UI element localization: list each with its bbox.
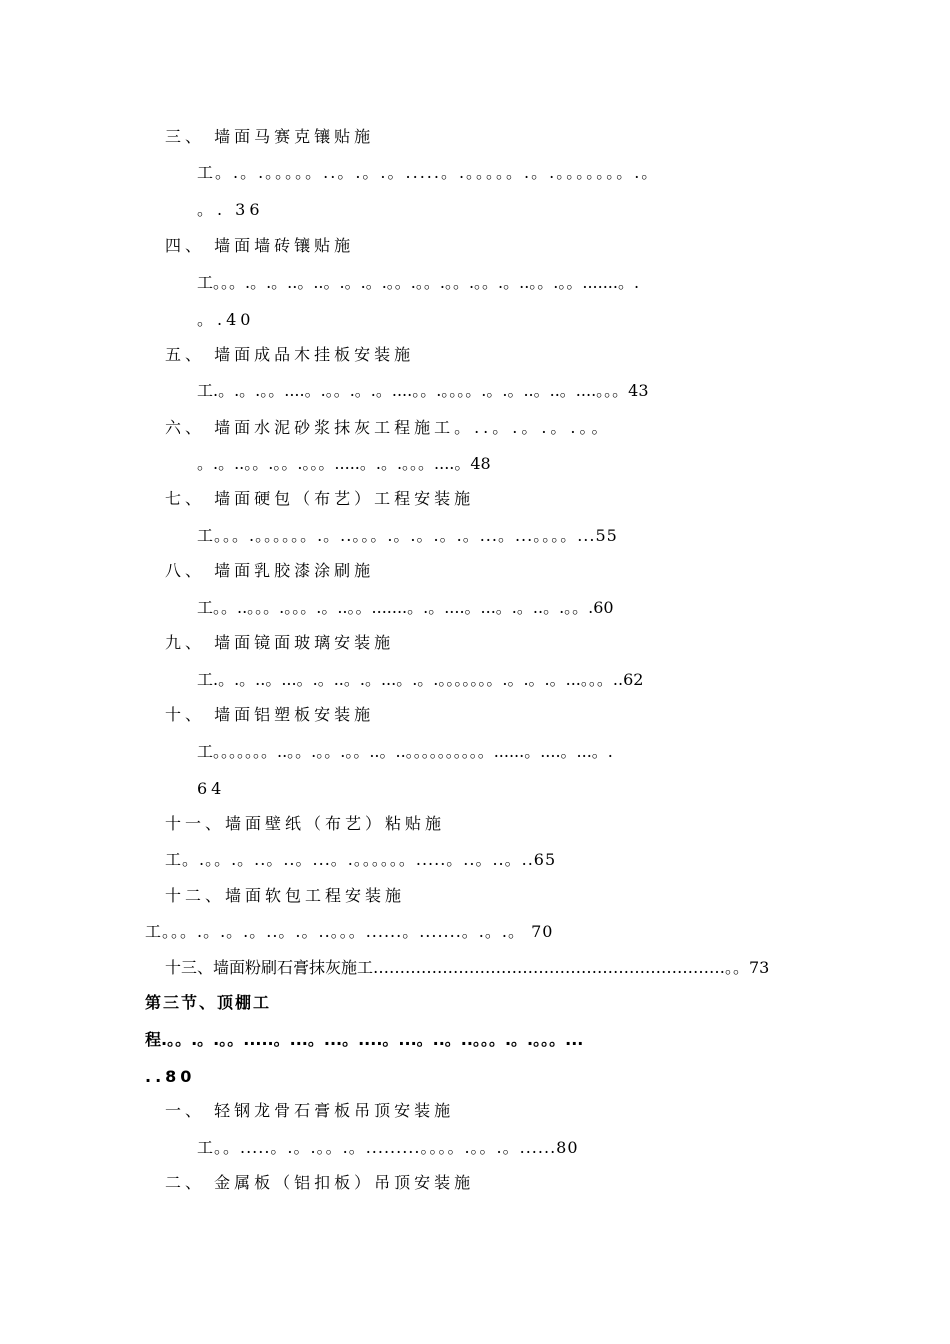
toc-line-6: 六、 墙面水泥砂浆抹灰工程施工。..。.。.。.。。 [165, 418, 612, 437]
toc-ceiling-2: 二、 金属板（铝扣板）吊顶安装施 [165, 1173, 475, 1192]
toc-line-4: 四、 墙面墙砖镶贴施 [165, 236, 355, 255]
toc-line-3-leader: 工。.。.。。。。。..。.。.。.....。.。。。。。.。.。。。。。。。.。 [197, 163, 660, 182]
toc-ceiling-1: 一、 轻钢龙骨石膏板吊顶安装施 [165, 1101, 455, 1120]
toc-line-13: 十三、墙面粉刷石膏抹灰施工…………………………………………………………。。73 [165, 958, 770, 977]
toc-ceiling-1-leader: 工。。.....。.。.。。.。.........。。。。.。。.。......80 [197, 1138, 579, 1157]
toc-line-5-leader: 工.。.。.。。....。.。。.。.。....。。.。。。。.。.。..。..。....。。。43 [197, 381, 649, 400]
toc-line-4-page: 。.40 [197, 310, 255, 329]
toc-line-11-leader: 工。.。。.。..。..。...。.。。。。。。.....。..。..。..65 [165, 850, 557, 869]
toc-line-9-leader: 工.。.。..。...。.。..。.。...。.。.。。。。。。。.。.。.。...。。。..62 [197, 670, 644, 689]
toc-line-11: 十一、墙面壁纸（布艺）粘贴施 [165, 814, 446, 833]
toc-section-3-heading: 第三节、顶棚工 [145, 993, 272, 1012]
toc-line-12-leader: 工。。。.。.。.。..。.。..。。。......。.......。.。.。 70 [145, 922, 554, 941]
toc-line-4-leader: 工。。。.。.。..。..。.。.。.。。.。。.。。.。。.。..。。.。。.......。. [197, 273, 640, 292]
toc-line-8-leader: 工。。..。。。.。。。.。..。。.......。.。....。...。.。..。.。。.60 [197, 598, 614, 617]
toc-section-3-page: ..80 [145, 1067, 196, 1086]
toc-line-10: 十、 墙面铝塑板安装施 [165, 705, 375, 724]
toc-line-9: 九、 墙面镜面玻璃安装施 [165, 633, 395, 652]
toc-line-10-leader: 工。。。。。。。..。。.。。.。。..。..。。。。。。。。。。......。....。...。. [197, 742, 613, 761]
toc-line-5: 五、 墙面成品木挂板安装施 [165, 345, 415, 364]
toc-line-3: 三、 墙面马赛克镶贴施 [165, 127, 375, 146]
toc-line-3-page: 。. 36 [197, 200, 264, 219]
toc-section-3-leader: 程.。。.。.。。.....。...。...。....。...。..。..。。。.。.。。。... [145, 1030, 584, 1049]
toc-line-12: 十二、墙面软包工程安装施 [165, 886, 406, 905]
toc-line-7: 七、 墙面硬包（布艺）工程安装施 [165, 489, 475, 508]
toc-line-8: 八、 墙面乳胶漆涂刷施 [165, 561, 375, 580]
toc-line-7-leader: 工。。。.。。。。。。.。..。。。.。.。.。.。...。...。。。。...55 [197, 526, 618, 545]
toc-line-10-page: 64 [197, 779, 226, 798]
toc-line-6-leader: 。.。..。。.。。.。。。.....。.。.。。。....。48 [197, 454, 491, 473]
